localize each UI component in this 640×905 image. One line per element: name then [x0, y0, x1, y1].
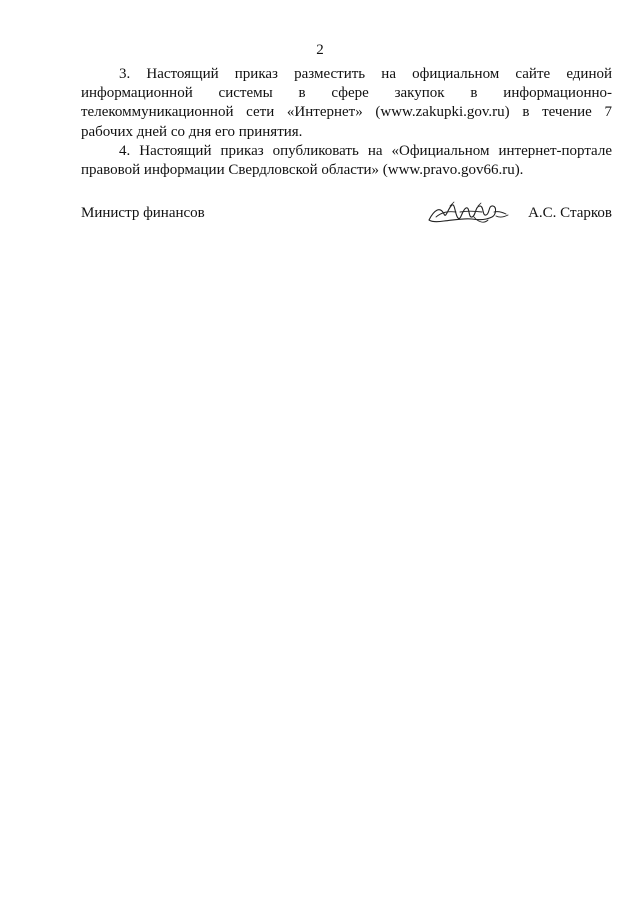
- signatory-name: А.С. Старков: [528, 205, 612, 221]
- paragraph-item-4: 4. Настоящий приказ опубликовать на «Официальном интернет-портале правовой информации Свердловской области» (www.pravo.gov66.ru).: [81, 142, 612, 179]
- page-number: 2: [316, 42, 324, 58]
- signature-block: [81, 200, 612, 230]
- signatory-title: Министр финансов: [81, 205, 205, 221]
- paragraph-item-3: 3. Настоящий приказ разместить на официальном сайте единой информационной системы в сфере закупок в информационно-телекоммуникационной сети «Интернет» (www.zakupki.gov.ru) в течение 7 рабочих дней со дня его принятия.: [81, 66, 612, 140]
- handwritten-signature-icon: [426, 200, 516, 226]
- document-body: [81, 65, 612, 180]
